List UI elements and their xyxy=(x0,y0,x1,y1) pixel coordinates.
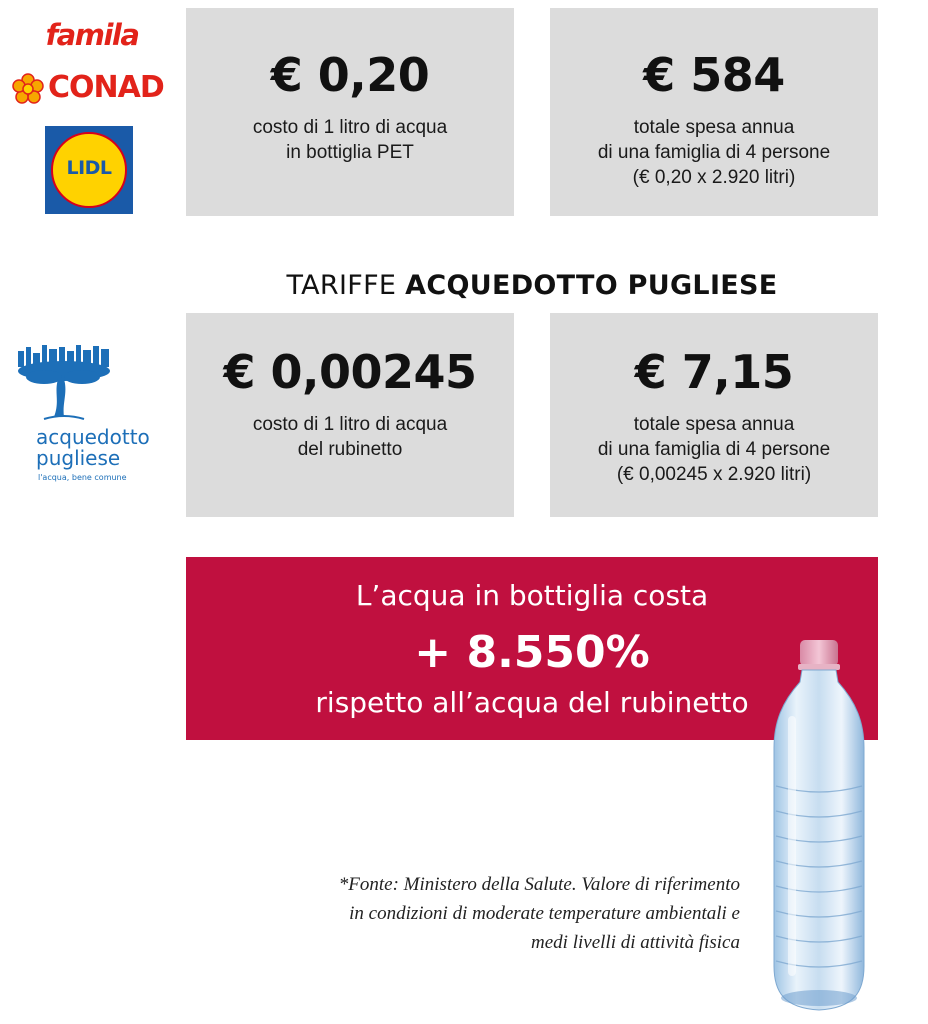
bottled-annual-desc-line1: totale spesa annua xyxy=(633,117,795,138)
banner-percentage: + 8.550% xyxy=(414,627,650,678)
tap-annual-card xyxy=(550,313,878,517)
acquedotto-name-line2: pugliese xyxy=(36,446,121,470)
acquedotto-tagline: l'acqua, bene comune xyxy=(38,473,127,482)
footnote-line1: *Fonte: Ministero della Salute. Valore di riferimento xyxy=(338,874,740,895)
bottled-price-desc-line1: costo di 1 litro di acqua xyxy=(252,117,448,138)
bottled-annual-description xyxy=(550,115,878,190)
lidl-wordmark: LIDL xyxy=(66,157,112,179)
banner-line1: L’acqua in bottiglia costa xyxy=(355,579,709,612)
bottled-annual-card xyxy=(550,8,878,216)
tap-annual-desc-line1: totale spesa annua xyxy=(633,414,795,435)
bottled-price-per-liter: € 0,20 xyxy=(270,48,430,102)
acquedotto-name xyxy=(36,427,150,469)
banner-line3: rispetto all’acqua del rubinetto xyxy=(315,686,749,719)
section-title-strong: ACQUEDOTTO PUGLIESE xyxy=(405,270,778,301)
bottled-annual-desc-line2: di una famiglia di 4 persone xyxy=(597,142,831,163)
tap-price-desc-line2: del rubinetto xyxy=(297,439,403,460)
tap-annual-total: € 7,15 xyxy=(634,345,794,399)
acquedotto-tree-icon xyxy=(14,345,114,425)
section-title-light: TARIFFE xyxy=(286,270,406,301)
tap-price-desc-line1: costo di 1 litro di acqua xyxy=(252,414,448,435)
tap-price-description xyxy=(186,412,514,462)
bottled-annual-desc-line3: (€ 0,20 x 2.920 litri) xyxy=(632,167,796,188)
bottled-price-desc-line2: in bottiglia PET xyxy=(286,142,414,163)
conad-wordmark: CONAD xyxy=(48,70,164,105)
tap-annual-description xyxy=(550,412,878,487)
lidl-logo xyxy=(45,126,133,214)
footnote-line3: medi livelli di attività fisica xyxy=(531,932,740,953)
tap-price-per-liter: € 0,00245 xyxy=(223,345,477,399)
bottled-annual-total: € 584 xyxy=(643,48,785,102)
acquedotto-pugliese-logo xyxy=(12,345,172,490)
footnote-line2: in condizioni di moderate temperature ambientali e xyxy=(349,903,740,924)
famila-logo: famila xyxy=(45,18,139,52)
section-title xyxy=(186,270,878,301)
water-bottle-image xyxy=(764,636,874,1016)
conad-logo xyxy=(12,70,172,110)
tap-annual-desc-line2: di una famiglia di 4 persone xyxy=(597,439,831,460)
conad-flower-icon xyxy=(12,73,44,105)
source-footnote xyxy=(220,870,740,957)
bottled-price-description xyxy=(186,115,514,165)
tap-annual-desc-line3: (€ 0,00245 x 2.920 litri) xyxy=(616,464,812,485)
bottled-price-card xyxy=(186,8,514,216)
tap-price-card xyxy=(186,313,514,517)
acquedotto-name-line1: acquedotto xyxy=(36,425,150,449)
